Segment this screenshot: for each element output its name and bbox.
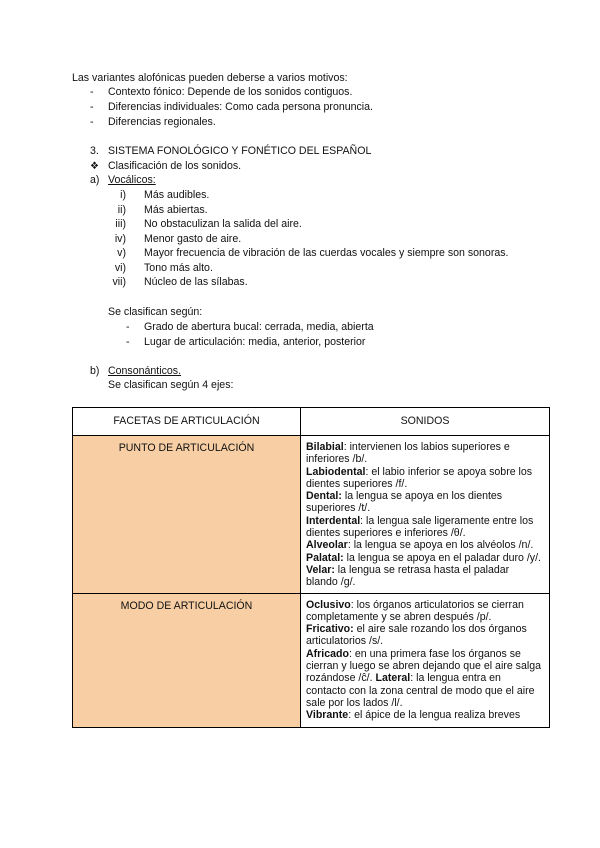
header-sonidos: SONIDOS xyxy=(301,408,550,436)
sounds-punto xyxy=(301,436,550,594)
sound-term: Vibrante xyxy=(306,709,349,722)
header-facetas: FACETAS DE ARTICULACIÓN xyxy=(73,408,301,436)
sound-term: Velar: xyxy=(306,563,335,576)
vocalicos-label: Vocálicos: xyxy=(108,174,156,186)
sound-entry xyxy=(306,709,543,721)
vocalic-num: v) xyxy=(117,247,126,259)
vocalic-item: Tono más alto. xyxy=(144,262,213,274)
vocalic-num: ii) xyxy=(117,204,126,216)
classified-by-text: Se clasifican según: xyxy=(108,306,203,318)
facet-punto: PUNTO DE ARTICULACIÓN xyxy=(73,436,301,594)
vocalicos-marker: a) xyxy=(90,174,100,186)
vocalic-item: Menor gasto de aire. xyxy=(144,233,242,245)
motive-bullet: - xyxy=(90,116,94,128)
section-title: SISTEMA FONOLÓGICO Y FONÉTICO DEL ESPAÑOL xyxy=(108,145,372,157)
sound-desc: : la lengua entra en contacto con la zona central de modo que el aire sale por los lados /l/. xyxy=(306,672,535,709)
sound-entry xyxy=(306,552,543,564)
motive-item: Diferencias regionales. xyxy=(108,116,216,128)
sound-entry xyxy=(306,599,543,624)
sound-term: Palatal: xyxy=(306,551,344,564)
sound-entry xyxy=(306,490,543,515)
consonanticos-label: Consonánticos. xyxy=(108,365,182,377)
vocalic-num: iii) xyxy=(115,218,126,230)
facet-modo: MODO DE ARTICULACIÓN xyxy=(73,593,301,727)
articulation-table xyxy=(72,407,550,728)
vocalic-item: Más audibles. xyxy=(144,189,210,201)
vocalic-item: No obstaculizan la salida del aire. xyxy=(144,218,302,230)
table-row xyxy=(73,593,550,727)
sounds-modo xyxy=(301,593,550,727)
criteria-bullet: - xyxy=(126,321,130,333)
vocalic-num: i) xyxy=(120,189,126,201)
sound-term: Oclusivo xyxy=(306,598,351,611)
table-row xyxy=(73,436,550,594)
sound-term: Alveolar xyxy=(306,539,348,552)
vocalic-item: Mayor frecuencia de vibración de las cuerdas vocales y siempre son sonoras. xyxy=(144,247,509,259)
sound-term: Bilabial xyxy=(306,441,344,453)
consonanticos-marker: b) xyxy=(90,365,100,377)
sound-desc: la lengua se apoya en el paladar duro /y/. xyxy=(343,551,541,564)
criteria-bullet: - xyxy=(126,336,130,348)
sound-desc: : la lengua se apoya en los alvéolos /n/. xyxy=(347,539,534,552)
vocalic-num: vi) xyxy=(114,262,126,274)
sound-desc: : el ápice de la lengua realiza breves xyxy=(348,709,521,722)
sound-desc: el aire sale rozando los dos órganos articulatorios /s/. xyxy=(306,623,527,648)
sound-entry xyxy=(306,564,543,589)
motive-bullet: - xyxy=(90,86,94,98)
sound-term: Fricativo: xyxy=(306,623,354,636)
sound-entry xyxy=(306,441,543,466)
sound-desc: : el labio inferior se apoya sobre los dientes superiores /f/. xyxy=(306,465,533,490)
vocalic-item: Más abiertas. xyxy=(144,204,208,216)
sound-entry xyxy=(306,648,543,709)
sound-desc: la lengua se retrasa hasta el paladar blando /g/. xyxy=(306,563,510,589)
vocalic-num: iv) xyxy=(114,233,126,245)
section-number: 3. xyxy=(90,145,99,157)
sounds-modo-content xyxy=(306,599,543,723)
motive-bullet: - xyxy=(90,101,94,113)
sound-entry xyxy=(306,515,543,540)
motive-item: Diferencias individuales: Como cada persona pronuncia. xyxy=(108,101,373,113)
sound-term: Interdental xyxy=(306,514,361,527)
sound-term: Dental: xyxy=(306,490,342,503)
vocalic-num: vii) xyxy=(112,276,126,288)
sound-term: Labiodental xyxy=(306,465,366,478)
sound-entry xyxy=(306,539,543,551)
criteria-item: Lugar de articulación: media, anterior, posterior xyxy=(144,336,366,348)
sound-entry xyxy=(306,623,543,648)
motive-item: Contexto fónico: Depende de los sonidos contiguos. xyxy=(108,86,353,98)
criteria-item: Grado de abertura bucal: cerrada, media, abierta xyxy=(144,321,374,333)
sound-term: Africado xyxy=(306,647,349,660)
sound-desc: la lengua se apoya en los dientes superiores /t/. xyxy=(306,490,503,515)
axes-text: Se clasifican según 4 ejes: xyxy=(108,379,234,391)
sound-desc: : los órganos articulatorios se cierran completamente y se abren después /p/. xyxy=(306,598,524,623)
sound-desc: : la lengua sale ligeramente entre los dientes superiores e inferiores /θ/. xyxy=(306,514,534,540)
diamond-bullet-icon: ❖ xyxy=(90,161,99,172)
vocalic-item: Núcleo de las sílabas. xyxy=(144,276,248,288)
classification-text: Clasificación de los sonidos. xyxy=(108,160,242,172)
sound-desc: : intervienen los labios superiores e inferiores /b/. xyxy=(306,441,510,466)
sound-term: Lateral xyxy=(375,672,411,685)
intro-text: Las variantes alofónicas pueden deberse a varios motivos: xyxy=(72,72,348,84)
sound-desc: : en una primera fase los órganos se cierran y luego se abren dejando que el aire salga rozándose /ĉ/. xyxy=(306,647,541,685)
table-header-row xyxy=(73,408,550,436)
sound-entry xyxy=(306,466,543,491)
